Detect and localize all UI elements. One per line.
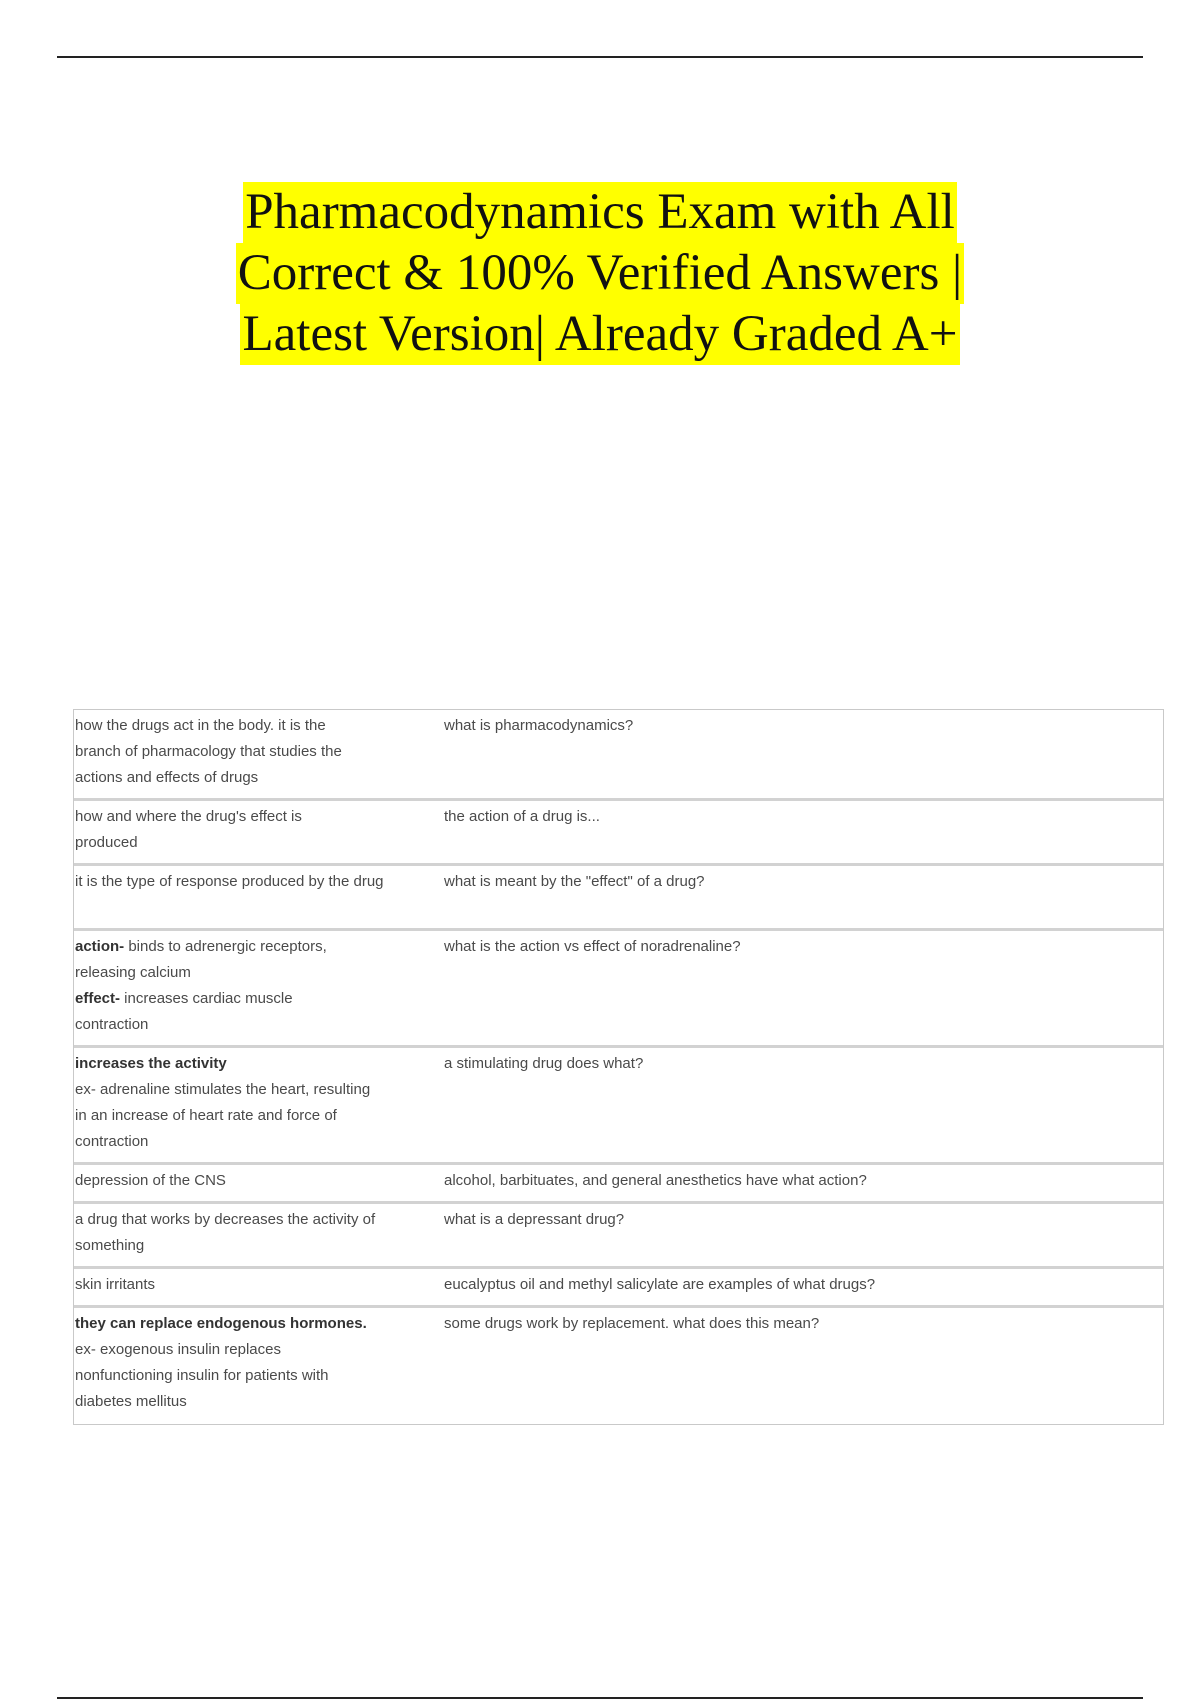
answer-text: ex- adrenaline stimulates the heart, resulting in an increase of heart rate and force of contraction <box>75 1081 371 1150</box>
question-cell <box>444 1311 1163 1415</box>
answer-text: binds to adrenergic receptors, releasing calcium <box>75 938 327 981</box>
question-text: eucalyptus oil and methyl salicylate are examples of what drugs? <box>444 1276 876 1293</box>
answer-cell <box>74 713 444 789</box>
answer-cell <box>74 1311 444 1415</box>
answer-text: depression of the CNS <box>75 1172 226 1189</box>
top-rule <box>57 56 1143 58</box>
answer-text: it is the type of response produced by the drug <box>75 873 384 890</box>
answer-text: ex- exogenous insulin replaces nonfunctioning insulin for patients with diabetes mellitus <box>75 1341 329 1410</box>
title-line-2: Correct & 100% Verified Answers | <box>236 243 965 304</box>
question-cell <box>444 1168 1163 1192</box>
answer-cell <box>74 804 444 854</box>
answer-cell <box>74 1272 444 1296</box>
title-line-1: Pharmacodynamics Exam with All <box>243 182 957 243</box>
answer-text: a drug that works by decreases the activity of something <box>75 1211 376 1254</box>
answer-cell <box>74 1168 444 1192</box>
question-cell <box>444 1272 1163 1296</box>
document-title <box>0 182 1200 365</box>
table-row <box>74 1269 1163 1308</box>
table-row <box>74 1048 1163 1165</box>
answer-cell <box>74 1207 444 1257</box>
question-cell <box>444 713 1163 789</box>
question-text: a stimulating drug does what? <box>444 1055 644 1072</box>
table-row <box>74 710 1163 801</box>
answer-text: how and where the drug's effect is produced <box>75 808 302 851</box>
question-text: what is a depressant drug? <box>444 1211 625 1228</box>
answer-lead: increases the activity <box>75 1055 227 1072</box>
question-text: what is the action vs effect of noradrenaline? <box>444 938 741 955</box>
table-row <box>74 931 1163 1048</box>
question-cell <box>444 1207 1163 1257</box>
question-cell <box>444 934 1163 1036</box>
question-text: what is meant by the "effect" of a drug? <box>444 873 705 890</box>
question-text: what is pharmacodynamics? <box>444 717 634 734</box>
answer-text: skin irritants <box>75 1276 156 1293</box>
table-row <box>74 1165 1163 1204</box>
table-row <box>74 866 1163 931</box>
question-text: some drugs work by replacement. what does this mean? <box>444 1315 820 1332</box>
answer-lead: action- <box>75 938 125 955</box>
flashcard-table <box>73 709 1164 1425</box>
question-text: alcohol, barbituates, and general anesthetics have what action? <box>444 1172 867 1189</box>
question-text: the action of a drug is... <box>444 808 600 825</box>
question-cell <box>444 804 1163 854</box>
table-row <box>74 1308 1163 1424</box>
bottom-rule <box>57 1697 1143 1699</box>
answer-text: how the drugs act in the body. it is the branch of pharmacology that studies the actions and effects of drugs <box>75 717 342 786</box>
answer-cell <box>74 869 444 919</box>
question-cell <box>444 869 1163 919</box>
answer-lead: they can replace endogenous hormones. <box>75 1315 367 1332</box>
answer-lead: effect- <box>75 990 121 1007</box>
table-row <box>74 801 1163 866</box>
answer-text: increases cardiac muscle contraction <box>75 990 293 1033</box>
answer-cell <box>74 1051 444 1153</box>
answer-cell <box>74 934 444 1036</box>
table-row <box>74 1204 1163 1269</box>
title-line-3: Latest Version| Already Graded A+ <box>240 304 959 365</box>
question-cell <box>444 1051 1163 1153</box>
